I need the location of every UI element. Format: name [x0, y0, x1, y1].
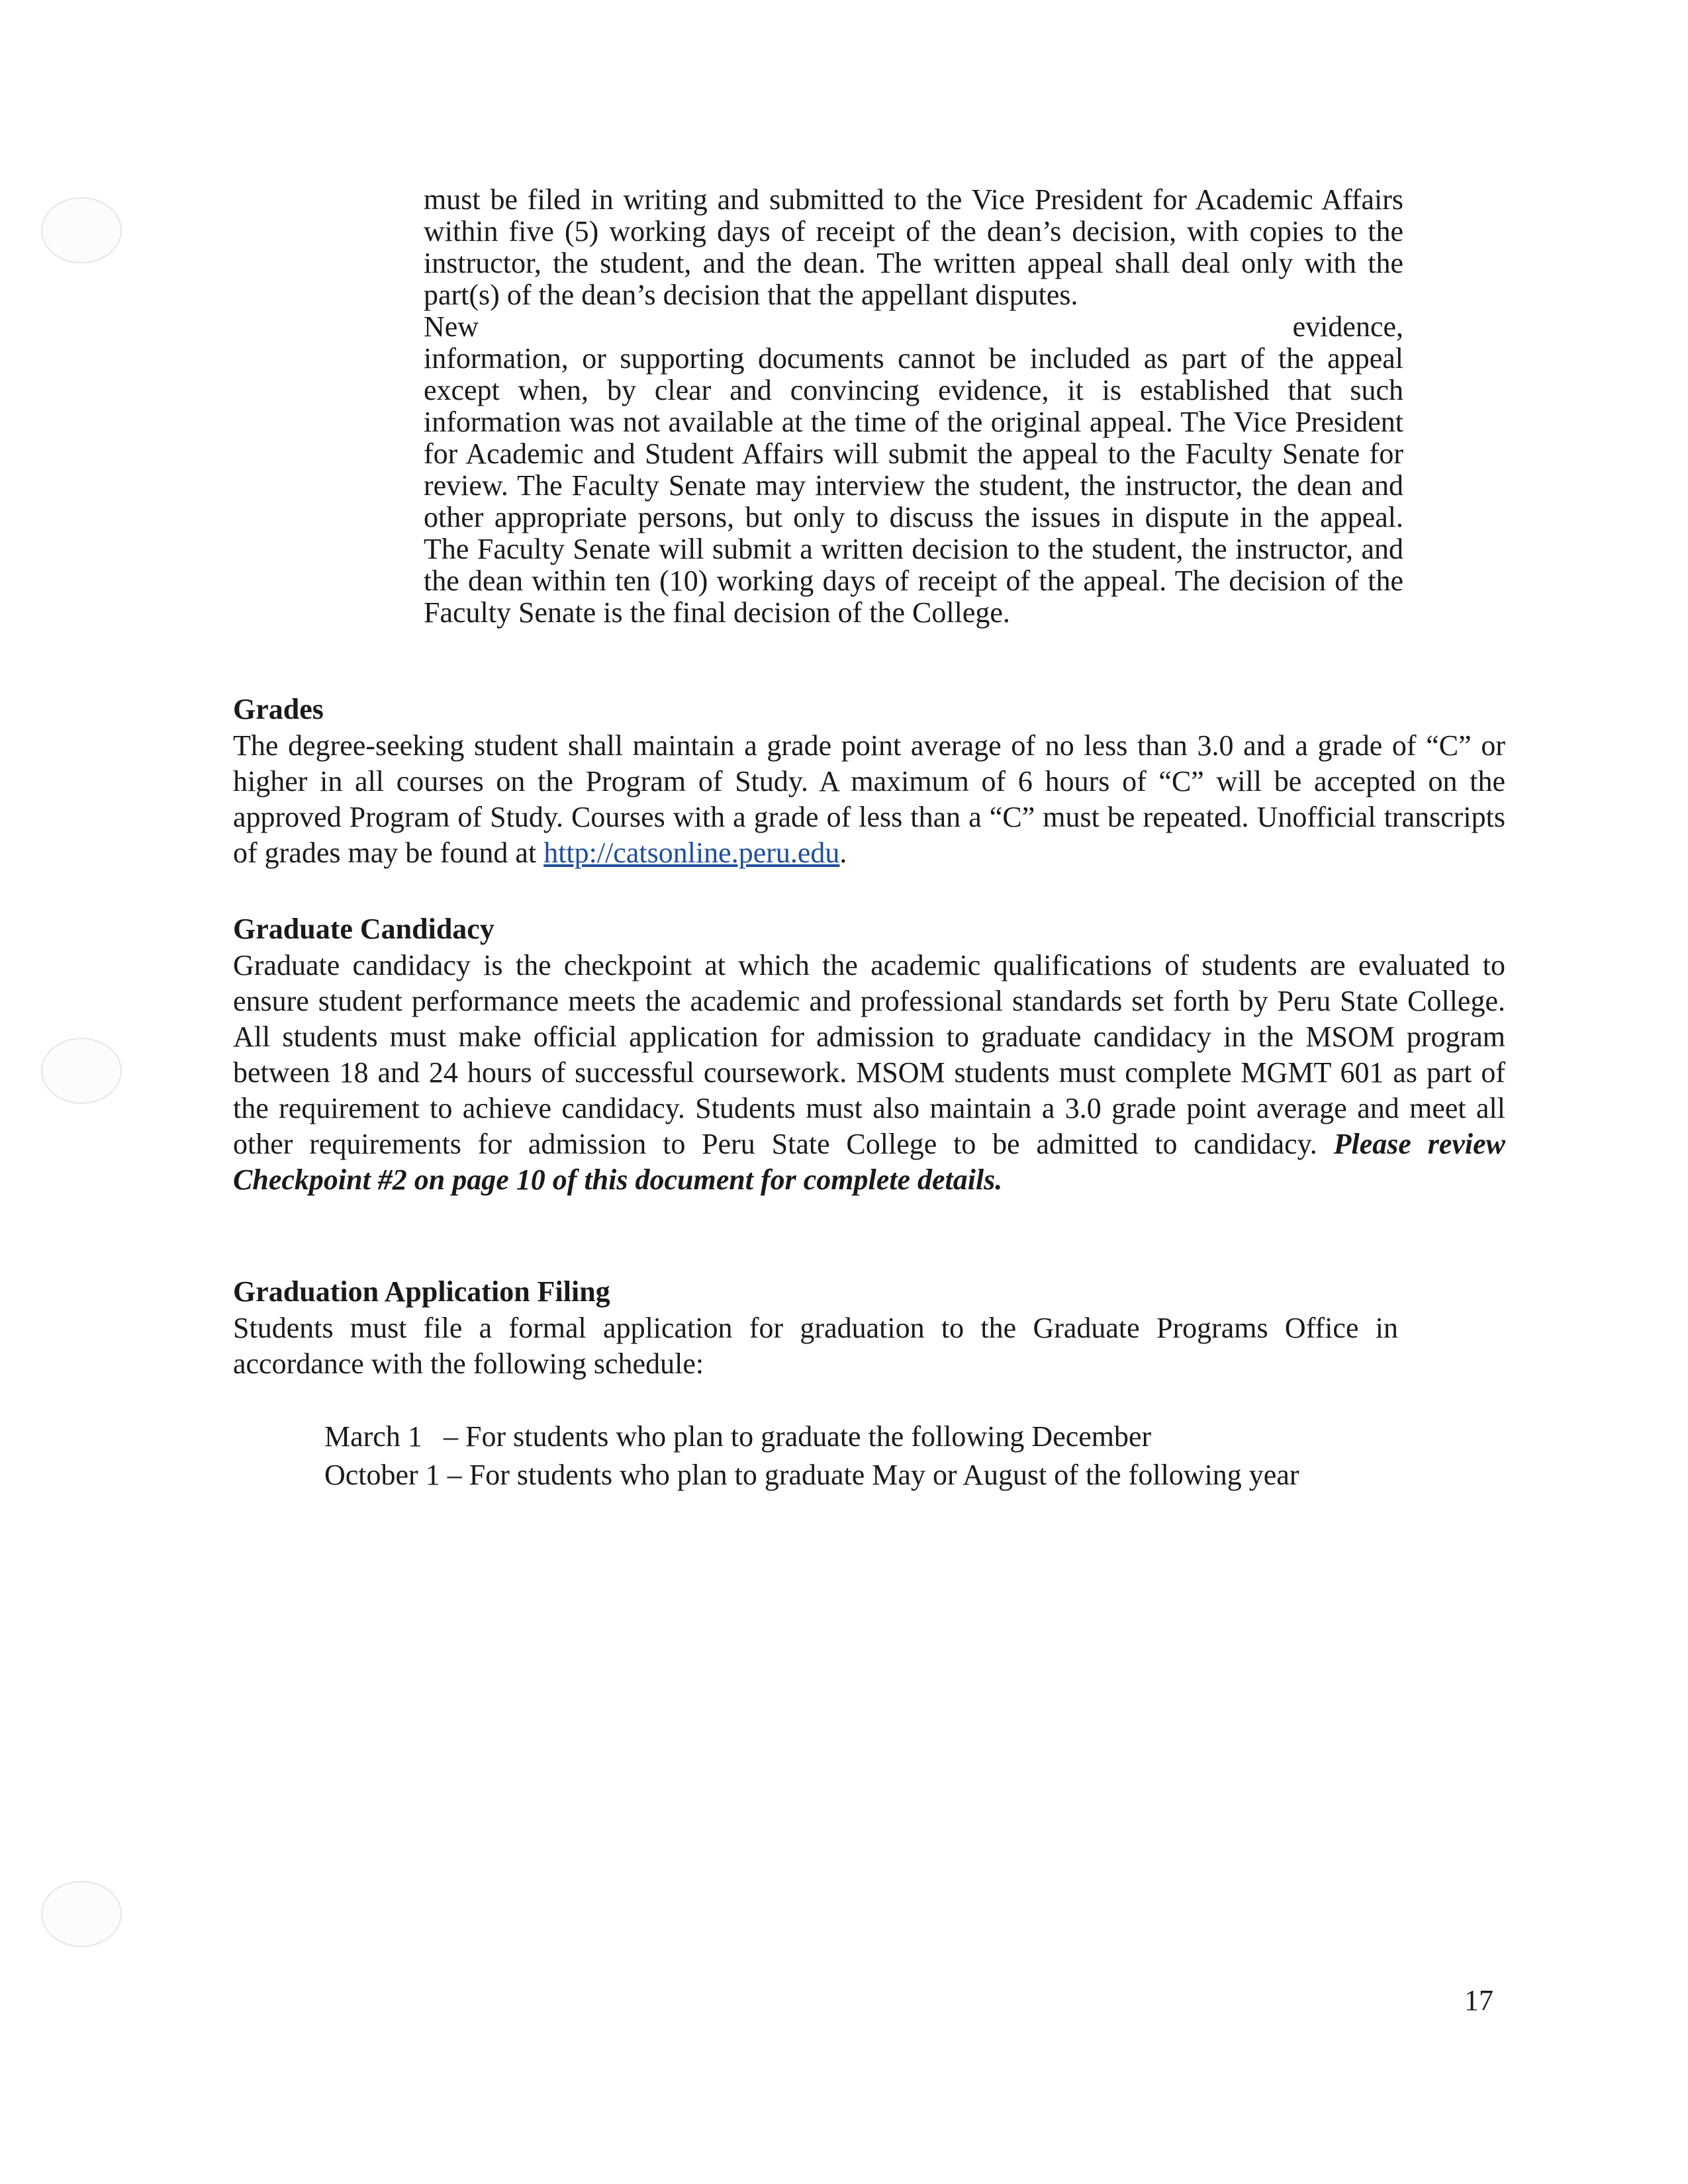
schedule-date: March 1 [324, 1420, 422, 1453]
filing-heading: Graduation Application Filing [233, 1275, 610, 1308]
candidacy-emphasis: Please review Checkpoint #2 on page 10 of this document for complete details. [233, 1128, 1505, 1196]
schedule-row [324, 1418, 1299, 1456]
grades-body-end: . [839, 837, 847, 869]
filing-schedule [324, 1418, 1299, 1494]
grades-section [233, 692, 1505, 871]
candidacy-section [233, 912, 1505, 1198]
candidacy-heading: Graduate Candidacy [233, 913, 494, 945]
schedule-date: October 1 [324, 1459, 440, 1491]
grades-heading: Grades [233, 693, 324, 725]
filing-section [233, 1275, 1398, 1382]
candidacy-body [233, 948, 1505, 1198]
appeal-split-left: New [424, 310, 479, 343]
appeal-text-part-a: must be filed in writing and submitted to the Vice President for Academic Affairs within five (5) working days of receipt of the dean’s decision, with copies to the instructor, the student, and the dean. The written appeal shall deal only with the part(s) of the dean’s decision that the appellant disputes. [424, 183, 1403, 311]
appeal-split-right: evidence, [1292, 310, 1403, 343]
page-number: 17 [1464, 1984, 1493, 2017]
appeal-continued-paragraph [424, 184, 1403, 629]
punch-hole [41, 197, 122, 263]
grades-body-text: The degree-seeking student shall maintain a grade point average of no less than 3.0 and a grade of “C” or higher in all courses on the Program of Study. A maximum of 6 hours of “C” will be accepted on the approved Program of Study. Courses with a grade of less than a “C” must be repeated. Unofficial transcripts of grades may be found at [233, 729, 1505, 869]
punch-hole [41, 1038, 122, 1104]
filing-body: Students must file a formal application for graduation to the Graduate Programs Office in accordance with the following schedule: [233, 1312, 1398, 1380]
appeal-split-line [424, 311, 1403, 343]
grades-body [233, 728, 1505, 871]
schedule-row [324, 1456, 1299, 1494]
schedule-text: – For students who plan to graduate the following December [444, 1420, 1152, 1453]
transcripts-link[interactable]: http://catsonline.peru.edu [543, 837, 840, 869]
appeal-text-part-b: information, or supporting documents cannot be included as part of the appeal except when, by clear and convincing evidence, it is established that such information was not available at the time of the original appeal. The Vice President for Academic and Student Affairs will submit the appeal to the Faculty Senate for review. The Faculty Senate may interview the student, the instructor, the dean and other appropriate persons, but only to discuss the issues in dispute in the appeal. The Faculty Senate will submit a written decision to the student, the instructor, and the dean within ten (10) working days of receipt of the appeal. The decision of the Faculty Senate is the final decision of the College. [424, 342, 1403, 629]
punch-hole [41, 1881, 122, 1947]
candidacy-body-text: Graduate candidacy is the checkpoint at which the academic qualifications of students are evaluated to ensure student performance meets the academic and professional standards set forth by Peru State College. All students must make official application for admission to graduate candidacy in the MSOM program between 18 and 24 hours of successful coursework. MSOM students must complete MGMT 601 as part of the requirement to achieve candidacy. Students must also maintain a 3.0 grade point average and meet all other requirements for admission to Peru State College to be admitted to candidacy. [233, 949, 1505, 1160]
schedule-text: – For students who plan to graduate May or August of the following year [447, 1459, 1299, 1491]
